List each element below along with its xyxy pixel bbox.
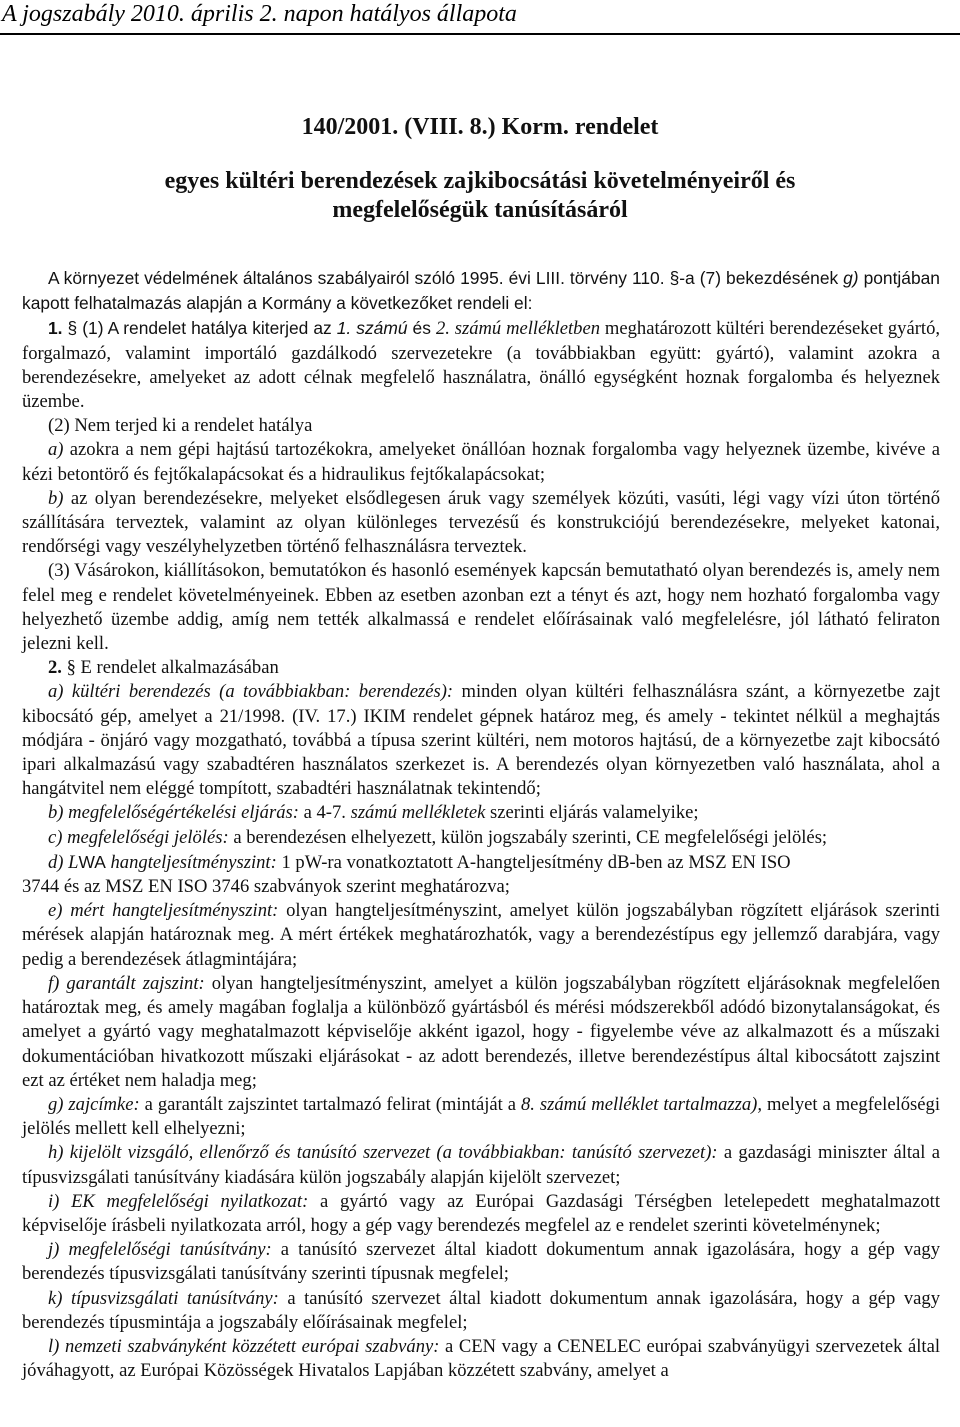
section-1-point-a: a) azokra a nem gépi hajtású tartozékokra, amelyeket önállóan hoznak forgalomba vagy helyeznek üzembe, kivéve a kézi betontörő és fejtőkalapácsokat és a hidraulikus fejtőkalapácsokat; [22, 439, 940, 485]
decree-subject: egyes kültéri berendezések zajkibocsátási követelményeiről és megfelelőségük tanúsításáról [164, 168, 796, 223]
section-number: 1. [48, 318, 63, 339]
section-1-paragraph-2: (2) Nem terjed ki a rendelet hatálya [48, 415, 313, 437]
running-header: A jogszabály 2010. április 2. napon hatályos állapota [2, 1, 517, 27]
title-block [0, 112, 960, 225]
definition-h: h) kijelölt vizsgáló, ellenőrző és tanúsító szervezet (a továbbiakban: tanúsító szervezet): a gazdasági miniszter által a típusvizsgálati tanúsítvány kiadására külön jogszabály alapján kijelölt szervezet; [22, 1142, 940, 1188]
definition-a: a) kültéri berendezés (a továbbiakban: berendezés): minden olyan kültéri felhasználásra szánt, a környezetbe zajt kibocsátó gép, amelyet a 21/1998. (IV. 17.) IKIM rendelet gépnek határoz meg, és amely - tekintet nélkül a meghajtás módjára - önjáró vagy mozgatható, továbbá a típusa szerint kültéri, nem motoros hajtású, de a környezetbe zajt kibocsátó ipari alkalmazású vagy szabadtéren használatos szerkezet is. A berendezés olyan környezetben való használata, ahol a hangátvitel nem eléggé tompított, szabadtéri használatnak tekintendő; [22, 681, 940, 800]
definition-c: c) megfelelőségi jelölés: a berendezésen elhelyezett, külön jogszabály szerinti, CE megfelelőségi jelölés; [48, 826, 828, 848]
definition-i: i) EK megfelelőségi nyilatkozat: a gyártó vagy az Európai Gazdasági Térségben letelepedett meghatalmazott képviselője írásbeli nyilatkozata arról, hogy a gép vagy berendezés megfelel az e rendelet szerinti követelménynek; [22, 1190, 940, 1236]
definition-e: e) mért hangteljesítményszint: olyan hangteljesítményszint, amelyet külön jogszabályban rögzített eljárások szerinti mérések alapján határoznak meg. A mért értékek meghatározhatók, vagy a berendezéstípus egy jellemző darabjára, vagy pedig a berendezések átlagmintájára; [22, 900, 940, 970]
document-body [22, 266, 940, 1383]
decree-number: 140/2001. (VIII. 8.) Korm. rendelet [301, 114, 659, 140]
definition-j: j) megfelelőségi tanúsítvány: a tanúsító szervezet által kiadott dokumentum annak igazolására, hogy a gép vagy berendezés típusvizsgálati tanúsítvány szerinti típusnak megfelel; [22, 1239, 940, 1285]
definition-k: k) típusvizsgálati tanúsítvány: a tanúsító szervezet által kiadott dokumentum annak igazolására, hogy a gép vagy berendezés típusmintája a jogszabály előírásainak megfelel; [22, 1287, 940, 1333]
definition-g: g) zajcímke: a garantált zajszintet tartalmazó felirat (mintáját a 8. számú melléklet tartalmazza), melyet a megfelelőségi jelölés mellett kell elhelyezni; [22, 1093, 940, 1140]
definition-f: f) garantált zajszint: olyan hangteljesítményszint, amelyet a külön jogszabályban rögzített eljárásoknak megfelelően határoztak meg, és amely magában foglalja a különböző gyártásból és mérési módszerekből adódó bizonytalanságokat, és amelyet a gyártó vagy meghatalmazott képviselője akként igazol, hogy - figyelembe véve az alkalmazott és a műszaki dokumentációban hivatkozott műszaki eljárásokat - az adott berendezés, illetve berendezéstípus által kibocsátott zajszint ezt az értéket nem haladja meg; [22, 972, 940, 1091]
definition-b: b) megfelelőségértékelési eljárás: a 4-7. számú mellékletek szerinti eljárás valamelyike; [48, 802, 699, 824]
section-number: 2. [48, 657, 62, 679]
section-1-point-b: b) az olyan berendezésekre, melyeket elsődlegesen áruk vagy személyek közúti, vasúti, légi vagy vízi úton történő szállítására terveztek, valamint az olyan különleges tervezésű és konstrukciójú berendezésekre, melyeket katonai, rendőrségi vagy veszélyhelyzetben történő felhasználásra terveztek. [22, 487, 940, 558]
definition-l: l) nemzeti szabványként közzétett európai szabvány: a CEN vagy a CENELEC európai szabványügyi szervezetek által jóváhagyott, az Európai Közösségek Hivatalos Lapjában közzétett szabvány, amelyet a [22, 1335, 940, 1382]
section-1-paragraph-1: 1. § (1) A rendelet hatálya kiterjed az 1. számú és 2. számú mellékletben meghatározott kültéri berendezéseket gyártó, forgalmazó, valamint importáló gazdálkodó szervezetekre (a továbbiakban együtt: gyártó), valamint azokra a berendezésekre, amelyeket az adott célnak megfelelő használatra, önálló egységként hoznak forgalomba és helyeznek üzembe. [22, 318, 941, 413]
section-1-paragraph-3: (3) Vásárokon, kiállításokon, bemutatókon és hasonló események kapcsán bemutatható olyan berendezés is, amely nem felel meg e rendelet követelményeinek. Ebben az esetben azonban ezt a tényt és azt, hogy nem hozható forgalomba vagy helyezhető üzembe addig, amíg nem tették alkalmassá e rendelet előírásainak való megfelelésre, jól látható feliraton jelezni kell. [22, 560, 940, 655]
definition-d: d) LWA hangteljesítményszint: 1 pW-ra vonatkoztatott A-hangteljesítmény dB-ben az MSZ EN ISO 3744 és az MSZ EN ISO 3746 szabványok szerint meghatározva; [22, 851, 791, 898]
section-2-intro: 2. § E rendelet alkalmazásában [48, 657, 279, 679]
preamble: A környezet védelmének általános szabályairól szóló 1995. évi LIII. törvény 110. §-a (7) bekezdésének g) pontjában kapott felhatalmazás alapján a Kormány a következőket rendeli el: [22, 268, 940, 314]
header-rule [0, 33, 960, 35]
